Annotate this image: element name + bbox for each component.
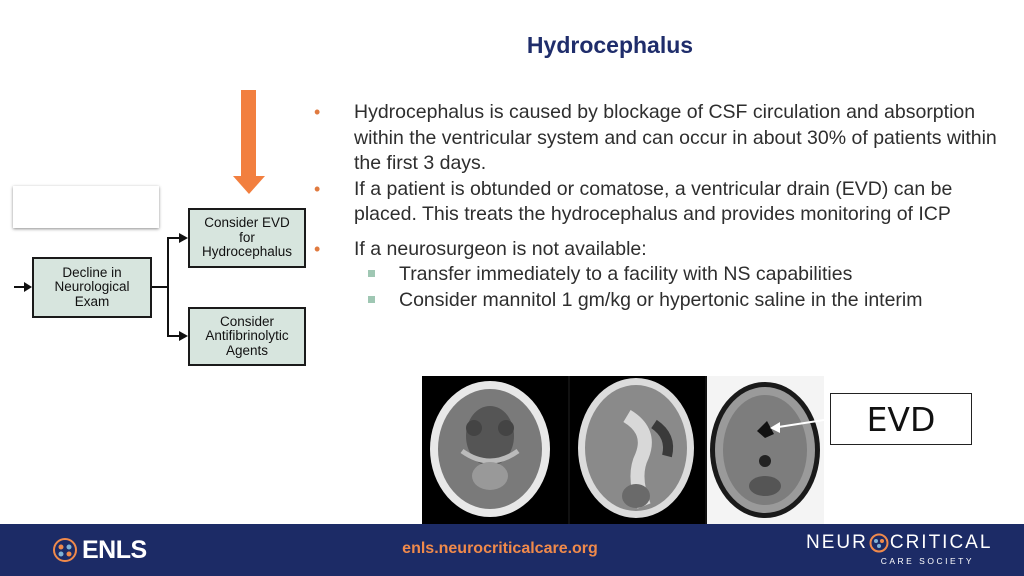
blank-placeholder-box bbox=[13, 186, 159, 228]
flow-connector bbox=[152, 286, 168, 288]
ncs-logo-text-a: NEUR bbox=[806, 532, 868, 553]
flow-connector bbox=[167, 237, 169, 337]
ncs-logo-subtitle: CARE SOCIETY bbox=[880, 556, 974, 566]
sub-bullet-text: Transfer immediately to a facility with NS capabilities bbox=[399, 263, 853, 285]
brain-logo-icon bbox=[52, 537, 78, 563]
footer-bar bbox=[0, 524, 1024, 576]
enls-logo-text: ENLS bbox=[82, 535, 147, 564]
bullet-dot-icon: • bbox=[314, 178, 321, 199]
sub-bullet-square-icon bbox=[368, 296, 375, 303]
arrowhead-icon bbox=[179, 233, 188, 243]
sub-bullet-square-icon bbox=[368, 270, 375, 277]
flow-box-antifibrinolytic: Consider Antifibrinolytic Agents bbox=[188, 307, 306, 366]
bullet-dot-icon: • bbox=[314, 238, 321, 259]
flow-box-decline: Decline in Neurological Exam bbox=[32, 257, 152, 318]
enls-logo[interactable] bbox=[52, 536, 147, 564]
sub-bullet-item bbox=[308, 288, 1008, 314]
bullet-item bbox=[308, 237, 1008, 263]
down-arrow-icon bbox=[241, 90, 256, 178]
down-arrow-head-icon bbox=[233, 176, 265, 194]
slide-title: Hydrocephalus bbox=[526, 32, 694, 58]
bullet-text: Hydrocephalus is caused by blockage of CSF circulation and absorption within the ventricular system and can occur in about 30% of patients within the first 3 days. bbox=[354, 101, 997, 174]
arrowhead-icon bbox=[24, 282, 32, 292]
sub-bullet-item bbox=[308, 262, 1008, 288]
bullet-dot-icon: • bbox=[314, 102, 321, 122]
bullet-text: If a neurosurgeon is not available: bbox=[354, 237, 647, 260]
footer-url-link[interactable]: enls.neurocriticalcare.org bbox=[402, 540, 598, 557]
bullet-item bbox=[308, 100, 1008, 177]
sub-bullet-text: Consider mannitol 1 gm/kg or hypertonic saline in the interim bbox=[399, 288, 923, 311]
arrowhead-icon bbox=[179, 331, 188, 341]
flow-box-consider-evd: Consider EVD for Hydrocephalus bbox=[188, 208, 306, 268]
brain-o-icon bbox=[869, 533, 889, 553]
ncs-logo-title bbox=[806, 532, 992, 554]
bullet-text: If a patient is obtunded or comatose, a ventricular drain (EVD) can be placed. This treats the hydrocephalus and provides monitoring of ICP bbox=[354, 177, 953, 225]
bullet-list bbox=[308, 100, 1008, 313]
ct-scan-graphic bbox=[422, 376, 824, 524]
bullet-item bbox=[308, 177, 1008, 228]
ncs-logo-text-b: CRITICAL bbox=[889, 532, 993, 553]
ct-scan-images bbox=[422, 376, 824, 524]
evd-label-box: EVD bbox=[830, 393, 972, 445]
ncs-logo[interactable] bbox=[806, 532, 993, 570]
